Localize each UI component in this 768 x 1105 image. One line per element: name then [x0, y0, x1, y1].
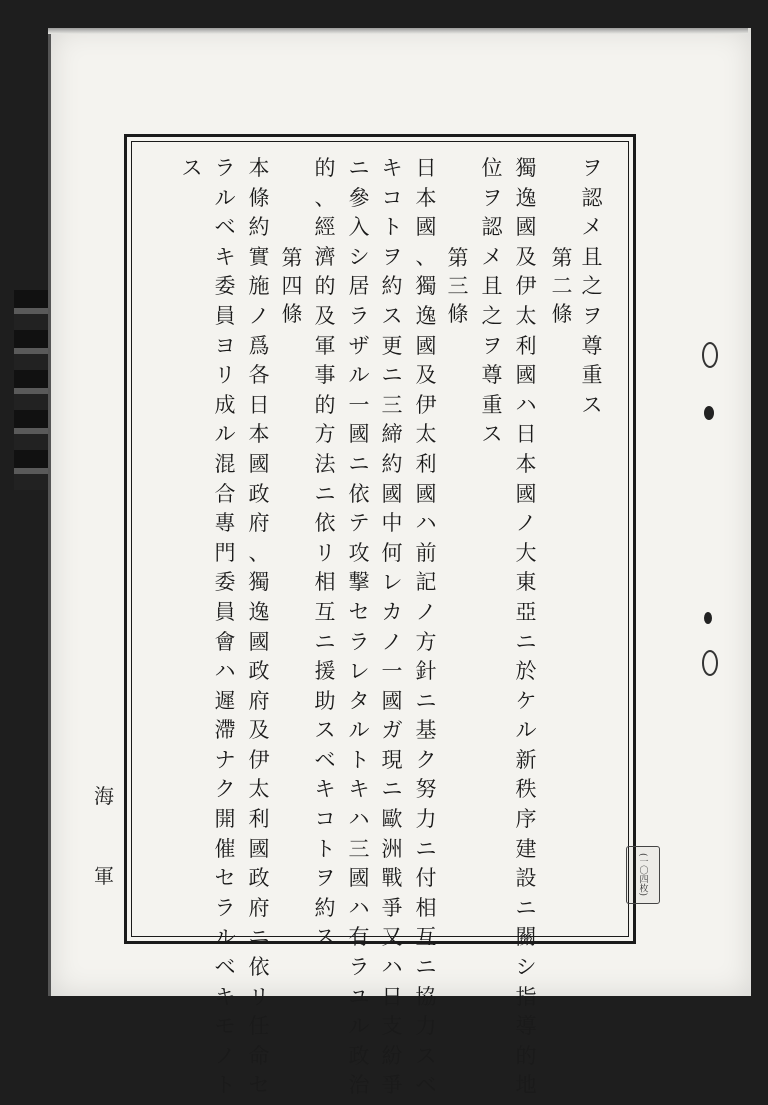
text-column-3: 位 ヲ 認 メ 且 之 ヲ 尊 重 ス	[481, 156, 503, 447]
text-column-1: ヲ 認 メ 且 之 ヲ 尊 重 ス	[581, 156, 603, 417]
text-column-2: 獨 逸 國 及 伊 太 利 國 ハ 日 本 國 ノ 大 東 亞 ニ 於 ケ ル 新 秩 序 建 設 ニ 關 シ 指 導 的 地	[515, 156, 537, 1098]
binding-hole-mark	[702, 650, 718, 676]
margin-label-1: 海	[94, 784, 114, 808]
text-column-5: キ コ ト ヲ 約 ス 更 ニ 三 締 約 國 中 何 レ カ ノ 一 國 ガ 現 ニ 歐 洲 戰 爭 又 ハ 日 支 紛 爭	[381, 156, 403, 1098]
text-column-10: ス	[181, 156, 203, 180]
article-3-heading: 第 三 條	[447, 246, 469, 326]
binding-dot-mark	[704, 612, 712, 624]
page-top-edge	[48, 28, 748, 34]
text-column-7: 的 、 經 濟 的 及 軍 事 的 方 法 ニ 依 リ 相 互 ニ 援 助 ス ベ キ コ ト ヲ 約 ス	[314, 156, 336, 950]
margin-label-2: 軍	[94, 864, 114, 888]
binding-hole-mark	[702, 342, 718, 368]
text-column-8: 本 條 約 實 施 ノ 爲 各 日 本 國 政 府 、 獨 逸 國 政 府 及 伊 太 利 國 政 府 ニ 依 リ 任 命 セ	[248, 156, 270, 1098]
text-column-4: 日 本 國 、 獨 逸 國 及 伊 太 利 國 ハ 前 記 ノ 方 針 ニ 基 ク 努 力 ニ 付 相 互 ニ 協 力 ス ベ	[415, 156, 437, 1098]
text-column-9: ラ ル ベ キ 委 員 ヨ リ 成 ル 混 合 專 門 委 員 會 ハ 遲 滯 ナ ク 開 催 セ ラ ル ベ キ モ ノ ト	[214, 156, 236, 1098]
binding-dot-mark	[704, 406, 714, 420]
article-4-heading: 第 四 條	[281, 246, 303, 326]
binding-strip	[14, 290, 48, 490]
sheet-count-stamp: (一〇四枚)	[626, 846, 660, 904]
article-2-heading: 第 二 條	[551, 246, 573, 326]
text-column-6: ニ 參 入 シ 居 ラ ザ ル 一 國 ニ 依 テ 攻 撃 セ ラ レ タ ル ト キ ハ 三 國 ハ 有 ラ ユ ル 政 治	[348, 156, 370, 1098]
